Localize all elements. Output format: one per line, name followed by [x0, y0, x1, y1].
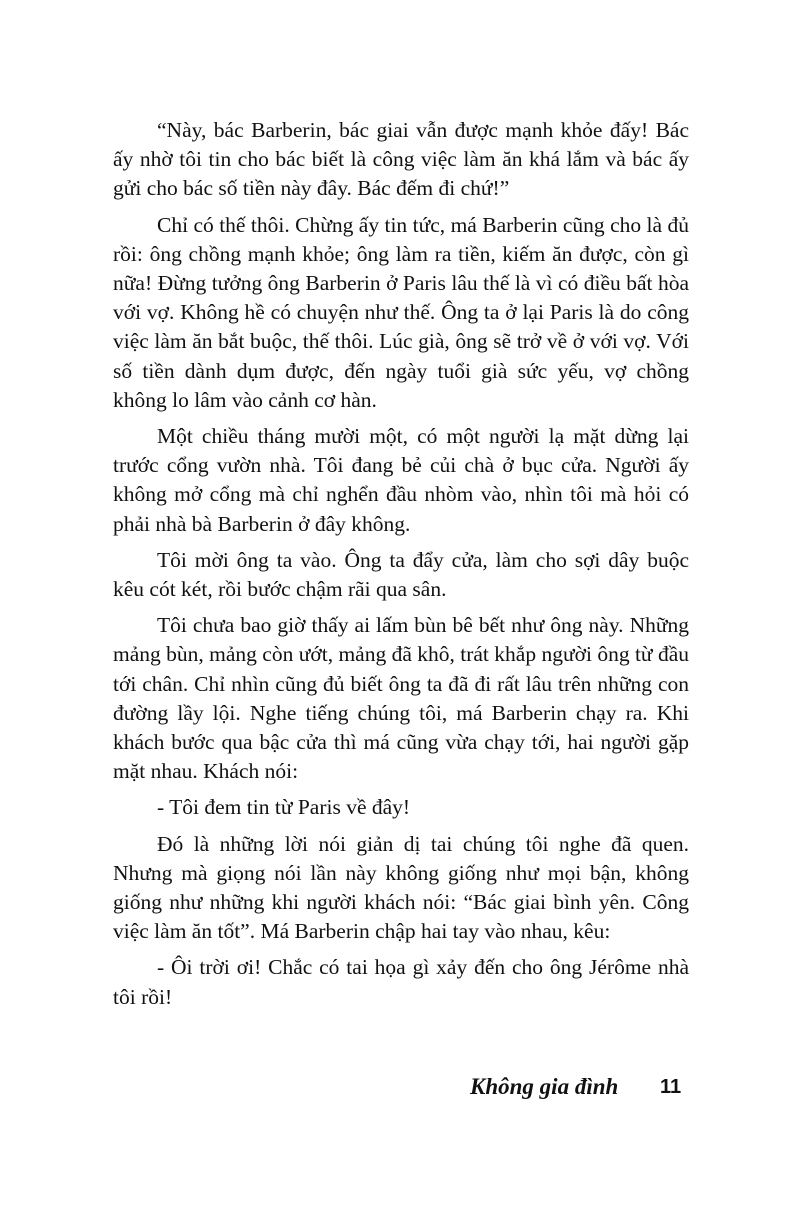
paragraph: Tôi chưa bao giờ thấy ai lấm bùn bê bết như ông này. Những mảng bùn, mảng còn ướt, mảng đã khô, trát khắp người ông từ đầu tới chân. Chỉ nhìn cũng đủ biết ông ta đã đi rất lâu trên những con đường lầy lội. Nghe tiếng chúng tôi, má Barberin chạy ra. Khi khách bước qua bậc cửa thì má cũng vừa chạy tới, hai người gặp mặt nhau. Khách nói: [113, 613, 689, 784]
paragraph: “Này, bác Barberin, bác giai vẫn được mạnh khỏe đấy! Bác ấy nhờ tôi tin cho bác biết là công việc làm ăn khá lắm và bác ấy gửi cho bác số tiền này đây. Bác đếm đi chứ!” [113, 118, 689, 201]
paragraph: - Tôi đem tin từ Paris về đây! [157, 795, 411, 820]
page-number: 11 [660, 1076, 682, 1098]
paragraph: - Ôi trời ơi! Chắc có tai họa gì xảy đến cho ông Jérôme nhà tôi rồi! [113, 955, 689, 1009]
paragraph: Một chiều tháng mười một, có một người lạ mặt dừng lại trước cổng vườn nhà. Tôi đang bẻ củi chà ở bục cửa. Người ấy không mở cổng mà chỉ nghển đầu nhòm vào, nhìn tôi mà hỏi có phải nhà bà Barberin ở đây không. [113, 424, 689, 536]
running-footer-title: Không gia đình [470, 1074, 619, 1099]
paragraph: Chỉ có thế thôi. Chừng ấy tin tức, má Barberin cũng cho là đủ rồi: ông chồng mạnh khỏe; ông làm ra tiền, kiếm ăn được, còn gì nữa! Đừng tưởng ông Barberin ở Paris lâu thế là vì có điều bất hòa với vợ. Không hề có chuyện như thế. Ông ta ở lại Paris là do công việc làm ăn bắt buộc, thế thôi. Lúc già, ông sẽ trở về ở với vợ. Với số tiền dành dụm được, đến ngày tuổi già sức yếu, vợ chồng không lo lâm vào cảnh cơ hàn. [113, 212, 689, 412]
paragraph: Tôi mời ông ta vào. Ông ta đẩy cửa, làm cho sợi dây buộc kêu cót két, rồi bước chậm rãi qua sân. [113, 547, 689, 602]
paragraph: Đó là những lời nói giản dị tai chúng tôi nghe đã quen. Nhưng mà giọng nói lần này không giống như mọi bận, không giống như những khi người khách nói: “Bác giai bình yên. Công việc làm ăn tốt”. Má Barberin chập hai tay vào nhau, kêu: [113, 831, 689, 944]
body-text [113, 116, 689, 1019]
